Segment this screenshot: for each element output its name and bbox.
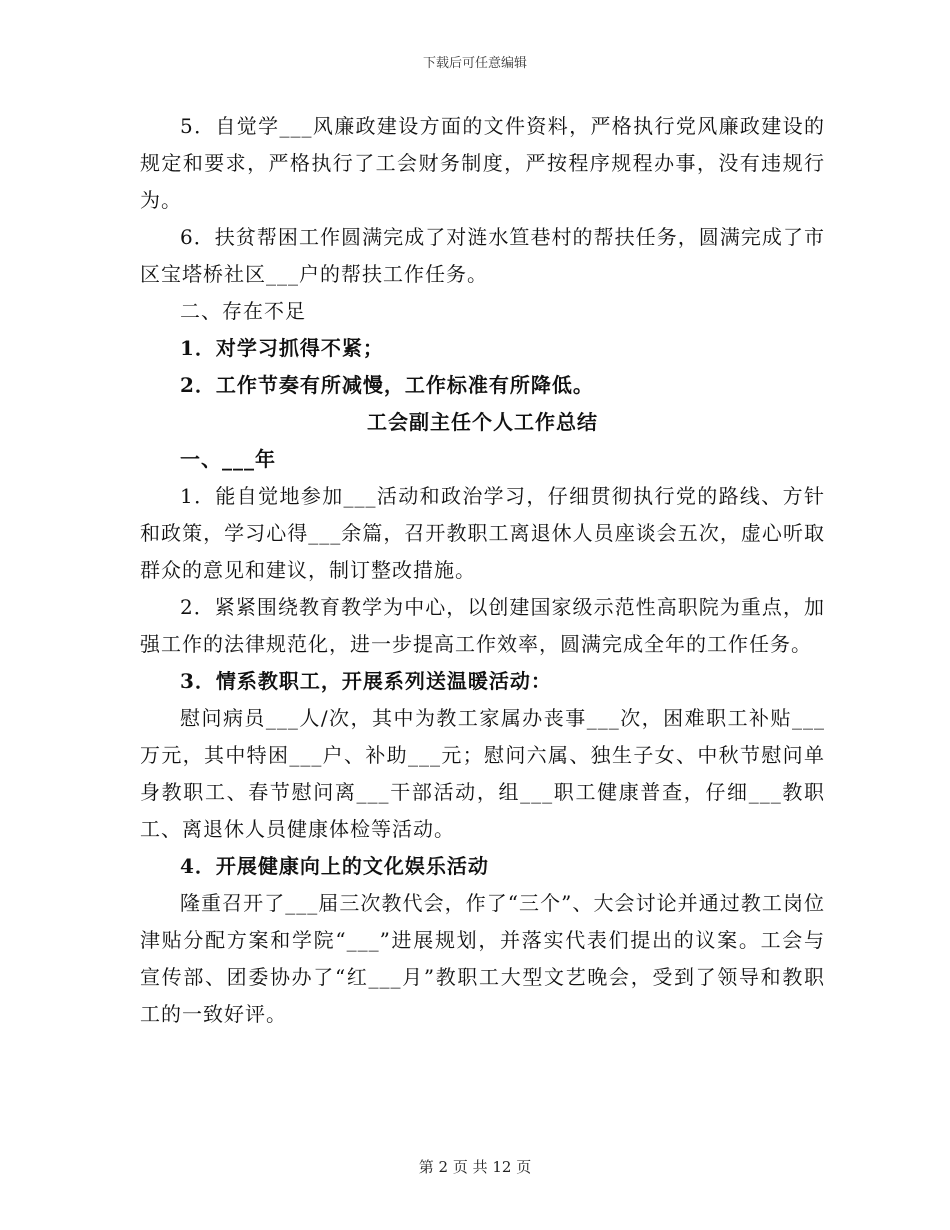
- paragraph-warmth-activities: 慰问病员___人/次，其中为教工家属办丧事___次，困难职工补贴___万元，其中特困___户、补助___元；慰问六属、独生子女、中秋节慰问单身教职工、春节慰问离___干部活动，组___职工健康普查，仔细___教职工、离退休人员健康体检等活动。: [140, 706, 825, 841]
- header-note: 下载后可任意编辑: [422, 56, 527, 71]
- page-footer: 第 2 页 共 12 页: [418, 1158, 532, 1176]
- subheading-item-4: 4．开展健康向上的文化娱乐活动: [180, 854, 489, 878]
- section-heading-shortcomings: 二、存在不足: [180, 299, 306, 323]
- paragraph-item-1: 1．能自觉地参加___活动和政治学习，仔细贯彻执行党的路线、方针和政策，学习心得___余篇，召开教职工离退休人员座谈会五次，虚心听取群众的意见和建议，制订整改措施。: [140, 484, 825, 582]
- paragraph-item-5: 5．自觉学___风廉政建设方面的文件资料，严格执行党风廉政建设的规定和要求，严格执行了工会财务制度，严按程序规程办事，没有违规行为。: [140, 114, 825, 212]
- paragraph-item-2: 2．紧紧围绕教育教学为中心，以创建国家级示范性高职院为重点，加强工作的法律规范化，进一步提高工作效率，圆满完成全年的工作任务。: [140, 595, 825, 656]
- document-title: 工会副主任个人工作总结: [367, 410, 598, 434]
- shortcoming-item-2: 2．工作节奏有所减慢，工作标准有所降低。: [180, 373, 594, 397]
- document-body: [140, 108, 825, 1033]
- paragraph-item-6: 6．扶贫帮困工作圆满完成了对涟水笪巷村的帮扶任务，圆满完成了市区宝塔桥社区___户的帮扶工作任务。: [140, 225, 825, 286]
- subheading-item-3: 3．情系教职工，开展系列送温暖活动：: [180, 669, 552, 693]
- shortcoming-item-1: 1．对学习抓得不紧；: [180, 336, 384, 360]
- section-heading-year: 一、___年: [180, 447, 276, 471]
- paragraph-culture-activities: 隆重召开了___届三次教代会，作了“三个”、大会讨论并通过教工岗位津贴分配方案和学院“___”进展规划，并落实代表们提出的议案。工会与宣传部、团委协办了“红___月”教职工大型文艺晚会，受到了领导和教职工的一致好评。: [140, 891, 825, 1026]
